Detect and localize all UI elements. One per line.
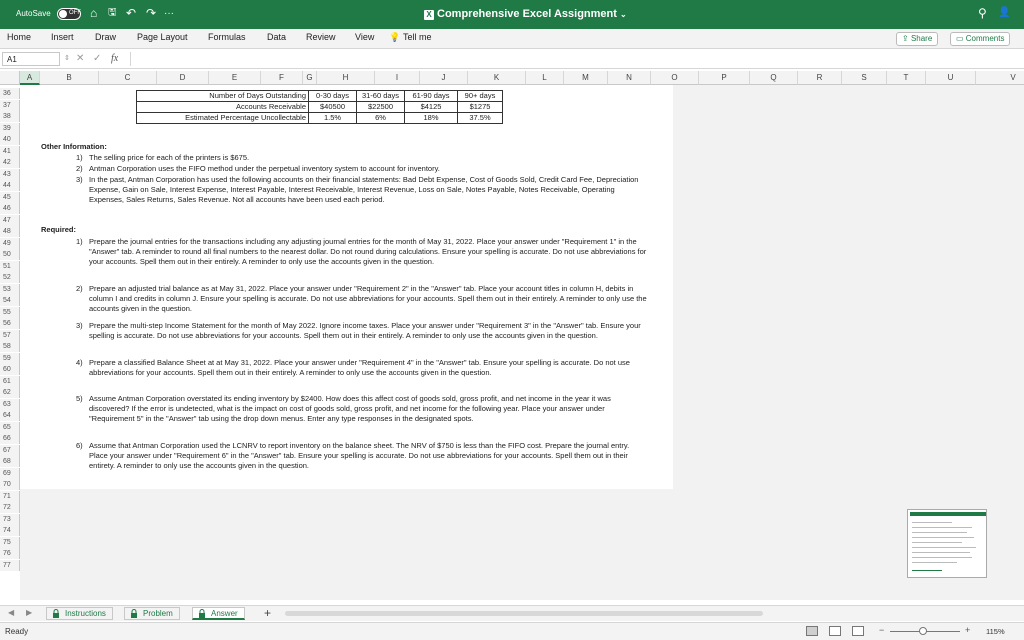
status-text: Ready — [5, 627, 29, 636]
item-text: In the past, Antman Corporation has used the following accounts on their financial statements: Bad Debt Expense, Cost of Goods Sold, Credit Card Fee, Depreciation Expense, Gain on Sale, Interest Expense, Interest Payable, Interest Receivable, Interest Revenue, Loss on Sale, Notes Payable, Notes Receivable, Operating Expenses, Sales Returns, Sales Revenue. Not all accounts have been used each period. — [89, 175, 639, 204]
row-header[interactable]: 40 — [0, 134, 20, 145]
select-all-corner[interactable] — [0, 71, 20, 85]
namebox-stepper-icon[interactable]: ⇕ — [64, 55, 70, 62]
column-header-g[interactable]: G — [303, 71, 317, 85]
row-header[interactable]: 75 — [0, 537, 20, 548]
column-header-r[interactable]: R — [798, 71, 842, 85]
column-header-u[interactable]: U — [926, 71, 976, 85]
row-header[interactable]: 42 — [0, 157, 20, 168]
column-header-f[interactable]: F — [261, 71, 303, 85]
comment-icon: ▭ — [956, 34, 966, 43]
row-header[interactable]: 65 — [0, 422, 20, 433]
column-header-h[interactable]: H — [317, 71, 375, 85]
row-header[interactable]: 58 — [0, 341, 20, 352]
table-cell[interactable]: $22500 — [357, 102, 405, 113]
sheet-tab-answer[interactable] — [192, 607, 245, 620]
row-header[interactable]: 47 — [0, 215, 20, 226]
item-number: 5) — [76, 394, 83, 403]
instructions-panel — [20, 85, 673, 489]
row-header[interactable]: 53 — [0, 284, 20, 295]
sheet-tabs-bar — [0, 605, 1024, 621]
row-header[interactable]: 64 — [0, 410, 20, 421]
aging-table — [136, 90, 503, 124]
row-header[interactable]: 73 — [0, 514, 20, 525]
table-cell[interactable]: 61-90 days — [405, 91, 458, 102]
page-break-view-icon[interactable] — [852, 626, 864, 636]
sheet-tab-label: Instructions — [65, 609, 106, 618]
row-header[interactable]: 61 — [0, 376, 20, 387]
table-cell[interactable]: 0-30 days — [309, 91, 357, 102]
list-item — [77, 441, 649, 471]
row-header[interactable]: 57 — [0, 330, 20, 341]
row-header[interactable]: 45 — [0, 192, 20, 203]
status-bar — [0, 622, 1024, 640]
confirm-icon[interactable]: ✓ — [93, 53, 102, 64]
row-header[interactable]: 38 — [0, 111, 20, 122]
column-header-a[interactable]: A — [20, 71, 40, 85]
row-header[interactable]: 43 — [0, 169, 20, 180]
toggle-knob — [59, 10, 67, 18]
name-box[interactable]: A1 — [2, 52, 60, 66]
row-header[interactable]: 70 — [0, 479, 20, 490]
column-header-q[interactable]: Q — [750, 71, 798, 85]
cancel-icon[interactable]: ✕ — [76, 53, 85, 64]
row-header[interactable]: 48 — [0, 226, 20, 237]
tab-data[interactable]: Data — [267, 32, 287, 42]
comments-button[interactable] — [950, 32, 1010, 46]
lightbulb-icon: 💡 — [389, 32, 401, 42]
sheet-tab-instructions[interactable] — [46, 607, 113, 620]
row-header[interactable]: 62 — [0, 387, 20, 398]
other-info-heading: Other Information: — [41, 142, 107, 151]
row-header[interactable]: 55 — [0, 307, 20, 318]
comments-label: Comments — [965, 34, 1005, 43]
column-header-b[interactable]: B — [40, 71, 99, 85]
item-number: 1) — [76, 153, 83, 162]
item-number: 2) — [76, 164, 83, 173]
list-item — [77, 153, 649, 163]
redo-icon[interactable]: ↷ — [146, 6, 157, 20]
share-label: Share — [910, 34, 933, 43]
table-cell[interactable]: 37.5% — [458, 113, 503, 124]
table-row — [137, 102, 503, 113]
sheet-area[interactable] — [20, 85, 1024, 600]
table-cell[interactable]: 31-60 days — [357, 91, 405, 102]
tell-me[interactable]: Tell me — [403, 32, 432, 42]
item-number: 3) — [76, 321, 83, 330]
column-header-o[interactable]: O — [651, 71, 699, 85]
list-item — [77, 175, 649, 205]
share-button[interactable] — [896, 32, 938, 46]
row-header[interactable]: 76 — [0, 548, 20, 559]
toggle-state: OFF — [69, 10, 81, 16]
item-number: 1) — [76, 237, 83, 246]
lock-icon — [198, 609, 206, 618]
item-number: 6) — [76, 441, 83, 450]
document-title-text: Comprehensive Excel Assignment — [437, 8, 617, 20]
row-header[interactable]: 63 — [0, 399, 20, 410]
column-header-j[interactable]: J — [420, 71, 468, 85]
title-chevron-icon[interactable]: ⌄ — [620, 10, 627, 19]
lock-icon — [130, 609, 138, 618]
horizontal-scrollbar[interactable] — [285, 611, 763, 616]
row-header[interactable]: 39 — [0, 123, 20, 134]
list-item — [77, 358, 649, 378]
row-header[interactable]: 60 — [0, 364, 20, 375]
row-header[interactable]: 37 — [0, 100, 20, 111]
required-heading: Required: — [41, 225, 77, 234]
excel-file-icon: X — [424, 10, 434, 20]
column-header-m[interactable]: M — [564, 71, 608, 85]
zoom-out-icon[interactable]: − — [879, 625, 885, 635]
sheet-tab-label: Answer — [211, 609, 238, 618]
column-header-t[interactable]: T — [887, 71, 926, 85]
column-header-d[interactable]: D — [157, 71, 209, 85]
row-header[interactable]: 71 — [0, 491, 20, 502]
zoom-in-icon[interactable]: + — [965, 625, 971, 635]
formula-input[interactable] — [130, 52, 1020, 66]
formula-bar — [0, 50, 1024, 69]
column-header-n[interactable]: N — [608, 71, 651, 85]
ribbon — [0, 29, 1024, 49]
tab-page-layout[interactable]: Page Layout — [137, 32, 188, 42]
tab-review[interactable]: Review — [306, 32, 336, 42]
zoom-slider-knob[interactable] — [919, 627, 927, 635]
row-header[interactable]: 56 — [0, 318, 20, 329]
lock-icon — [52, 609, 60, 618]
save-icon[interactable]: 🖫 — [108, 7, 117, 18]
user-icon[interactable]: 👤 — [998, 7, 1011, 18]
home-icon[interactable]: ⌂ — [90, 6, 98, 20]
table-row — [137, 91, 503, 102]
list-item — [77, 321, 649, 341]
item-text: The selling price for each of the printers is $675. — [89, 153, 250, 162]
thumbnail-header — [910, 512, 986, 516]
tab-formulas[interactable]: Formulas — [208, 32, 246, 42]
item-number: 2) — [76, 284, 83, 293]
item-text: Prepare the journal entries for the transactions including any adjusting journal entries for the month of May 31, 2022. Place your answer under "Requirement 1" in the "Answer" tab. A reminder to round all final numbers to the nearest dollar. Do not round during calculations. Ensure your spelling is accurate. Do not use abbreviations for your accounts. Spell them out in their entirely. A reminder to only use the accounts given in the question. — [89, 237, 647, 266]
row-header[interactable]: 68 — [0, 456, 20, 467]
row-header[interactable]: 54 — [0, 295, 20, 306]
share-icon: ⇪ — [902, 34, 911, 43]
row-header[interactable]: 41 — [0, 146, 20, 157]
list-item — [77, 284, 649, 314]
item-text: Prepare the multi-step Income Statement for the month of May 2022. Ignore income taxes. Place your answer under "Requirement 3" in the "Answer" tab. Ensure your spelling is accurate. Do not use abbreviations for your accounts. Spell them out in their entirely. A reminder to only use the accounts given in the question. — [89, 321, 641, 340]
row-header[interactable]: 36 — [0, 88, 20, 99]
table-cell[interactable]: $40500 — [309, 102, 357, 113]
tab-draw[interactable]: Draw — [95, 32, 117, 42]
next-sheet-icon[interactable]: ▶ — [26, 608, 33, 617]
row-header[interactable]: 44 — [0, 180, 20, 191]
autosave-label: AutoSave — [16, 9, 51, 18]
list-item — [77, 164, 649, 174]
row-header[interactable]: 77 — [0, 560, 20, 571]
table-cell[interactable]: $4125 — [405, 102, 458, 113]
row-header[interactable]: 51 — [0, 261, 20, 272]
zoom-level[interactable]: 115% — [986, 627, 1005, 636]
autosave-toggle[interactable] — [57, 8, 81, 20]
column-header-k[interactable]: K — [468, 71, 526, 85]
row-header[interactable]: 67 — [0, 445, 20, 456]
table-cell[interactable]: 1.5% — [309, 113, 357, 124]
column-header-l[interactable]: L — [526, 71, 564, 85]
table-row — [137, 113, 503, 124]
tab-home[interactable]: Home — [7, 32, 32, 42]
sheet-thumbnail[interactable] — [907, 509, 987, 578]
column-header-p[interactable]: P — [699, 71, 750, 85]
item-text: Assume that Antman Corporation used the LCNRV to report inventory on the balance sheet. The NRV of $750 is less than the FIFO cost. Prepare the journal entry. Place your answer under "Requirement 6" in the "Answer" tab. Ensure your spelling is accurate. Do not use abbreviations for your accounts. Spell them out in their entirety. A reminder to only use the accounts given in the question. — [89, 441, 630, 470]
table-cell[interactable]: 90+ days — [458, 91, 503, 102]
column-header-i[interactable]: I — [375, 71, 420, 85]
row-header[interactable]: 69 — [0, 468, 20, 479]
row-header[interactable]: 66 — [0, 433, 20, 444]
document-title — [424, 8, 627, 20]
add-sheet-icon[interactable]: + — [264, 606, 272, 620]
item-text: Prepare an adjusted trial balance as at May 31, 2022. Place your answer under "Requirement 2" in the "Answer" tab. Place your account titles in column H, debits in column I and credits in column J. Ensure your spelling is accurate. Do not use abbreviations for your accounts. Spell them out in their entirely. A reminder to only use the accounts given in the question. — [89, 284, 647, 313]
row-header[interactable]: 46 — [0, 203, 20, 214]
item-number: 3) — [76, 175, 83, 184]
undo-icon[interactable]: ↶ — [126, 6, 137, 20]
item-text: Antman Corporation uses the FIFO method under the perpetual inventory system to account for inventory. — [89, 164, 440, 173]
function-icon[interactable]: fx — [111, 53, 119, 64]
tab-view[interactable]: View — [355, 32, 375, 42]
column-header-c[interactable]: C — [99, 71, 157, 85]
title-bar — [0, 0, 1024, 29]
table-cell[interactable]: $1275 — [458, 102, 503, 113]
item-text: Assume Antman Corporation overstated its ending inventory by $2400. How does this affect cost of goods sold, gross profit, and net income in the year it was discovered? If the error is undetected, what is the impact on cost of goods sold, gross profit, and net income for the following year. Place your answer under "Requirement 5" in the "Answer" tab using the drop down menus. Enter any type responses in the designated spots. — [89, 394, 611, 423]
row-header[interactable]: 52 — [0, 272, 20, 283]
tab-insert[interactable]: Insert — [51, 32, 74, 42]
normal-view-icon[interactable] — [806, 626, 818, 636]
row-header[interactable]: 59 — [0, 353, 20, 364]
column-header-e[interactable]: E — [209, 71, 261, 85]
column-header-s[interactable]: S — [842, 71, 887, 85]
table-cell[interactable]: Estimated Percentage Uncollectable — [137, 113, 309, 124]
column-header-v[interactable]: V — [976, 71, 1024, 85]
prev-sheet-icon[interactable]: ◀ — [8, 608, 15, 617]
row-header[interactable]: 72 — [0, 502, 20, 513]
item-number: 4) — [76, 358, 83, 367]
list-item — [77, 394, 649, 424]
table-cell[interactable]: Number of Days Outstanding — [137, 91, 309, 102]
item-text: Prepare a classified Balance Sheet at at May 31, 2022. Place your answer under "Requirement 4" in the "Answer" tab. Ensure your spelling is accurate. Do not use abbreviations for your accounts. Spell them out in their entirely. A reminder to only use the accounts given in the question. — [89, 358, 630, 377]
table-cell[interactable]: Accounts Receivable — [137, 102, 309, 113]
row-header[interactable]: 74 — [0, 525, 20, 536]
table-cell[interactable]: 6% — [357, 113, 405, 124]
sheet-tab-problem[interactable] — [124, 607, 180, 620]
page-layout-view-icon[interactable] — [829, 626, 841, 636]
more-icon[interactable]: ··· — [164, 8, 174, 19]
row-header[interactable]: 49 — [0, 238, 20, 249]
search-icon[interactable]: ⚲ — [978, 6, 987, 20]
list-item — [77, 237, 649, 267]
row-header[interactable]: 50 — [0, 249, 20, 260]
sheet-tab-label: Problem — [143, 609, 173, 618]
table-cell[interactable]: 18% — [405, 113, 458, 124]
